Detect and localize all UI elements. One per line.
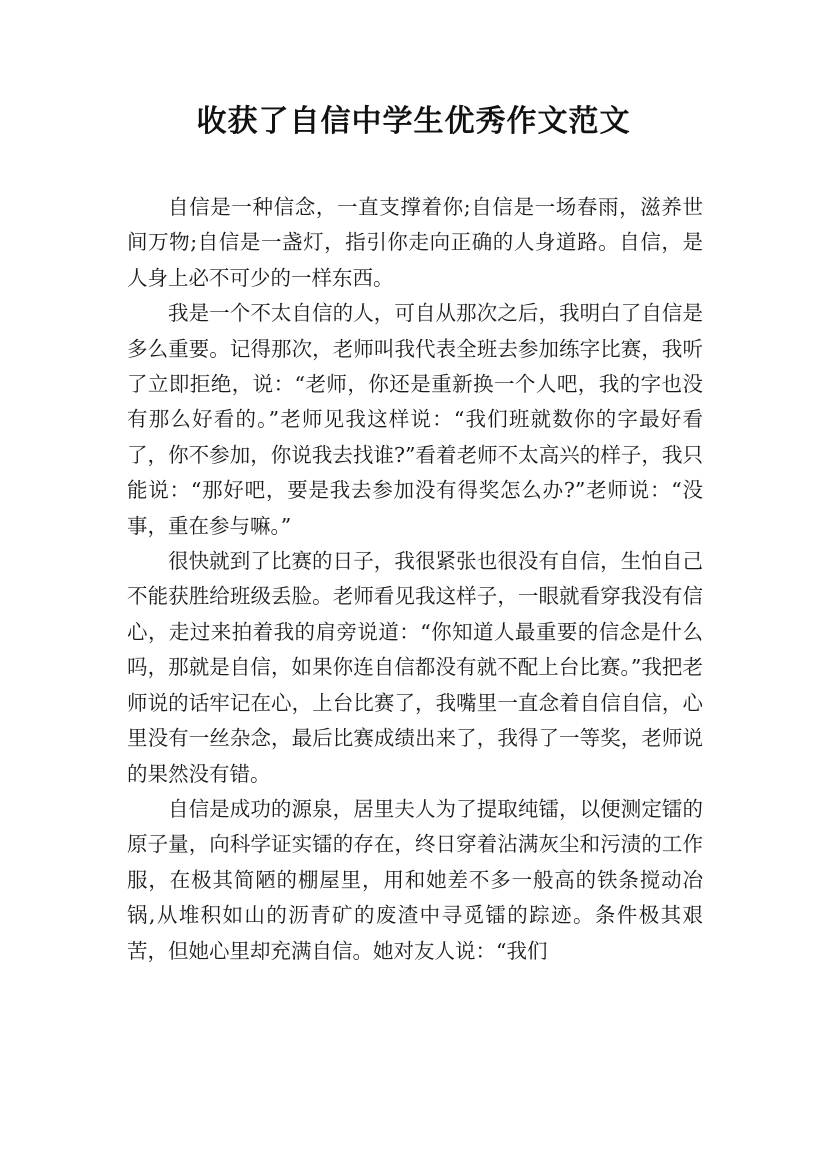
document-body xyxy=(127,190,703,969)
paragraph-1: 自信是一种信念，一直支撑着你;自信是一场春雨，滋养世间万物;自信是一盏灯，指引你走向正确的人身道路。自信，是人身上必不可少的一样东西。 xyxy=(127,195,703,290)
paragraph-2: 我是一个不太自信的人，可自从那次之后，我明白了自信是多么重要。记得那次，老师叫我代表全班去参加练字比赛，我听了立即拒绝，说：“老师，你还是重新换一个人吧，我的字也没有那么好看的。”老师见我这样说：“我们班就数你的字最好看了，你不参加，你说我去找谁?”看着老师不太高兴的样子，我只能说：“那好吧，要是我去参加没有得奖怎么办?”老师说：“没事，重在参与嘛。” xyxy=(127,301,703,538)
paragraph-3: 很快就到了比赛的日子，我很紧张也很没有自信，生怕自己不能获胜给班级丢脸。老师看见我这样子，一眼就看穿我没有信心，走过来拍着我的肩旁说道：“你知道人最重要的信念是什么吗，那就是自信，如果你连自信都没有就不配上台比赛。”我把老师说的话牢记在心，上台比赛了，我嘴里一直念着自信自信，心里没有一丝杂念，最后比赛成绩出来了，我得了一等奖，老师说的果然没有错。 xyxy=(127,549,703,786)
paragraph-4: 自信是成功的源泉，居里夫人为了提取纯镭，以便测定镭的原子量，向科学证实镭的存在，终日穿着沾满灰尘和污渍的工作服，在极其简陋的棚屋里，用和她差不多一般高的铁条搅动冶锅,从堆积如山的沥青矿的废渣中寻觅镭的踪迹。条件极其艰苦，但她心里却充满自信。她对友人说：“我们 xyxy=(127,796,703,963)
document-title: 收获了自信中学生优秀作文范文 xyxy=(196,104,631,139)
